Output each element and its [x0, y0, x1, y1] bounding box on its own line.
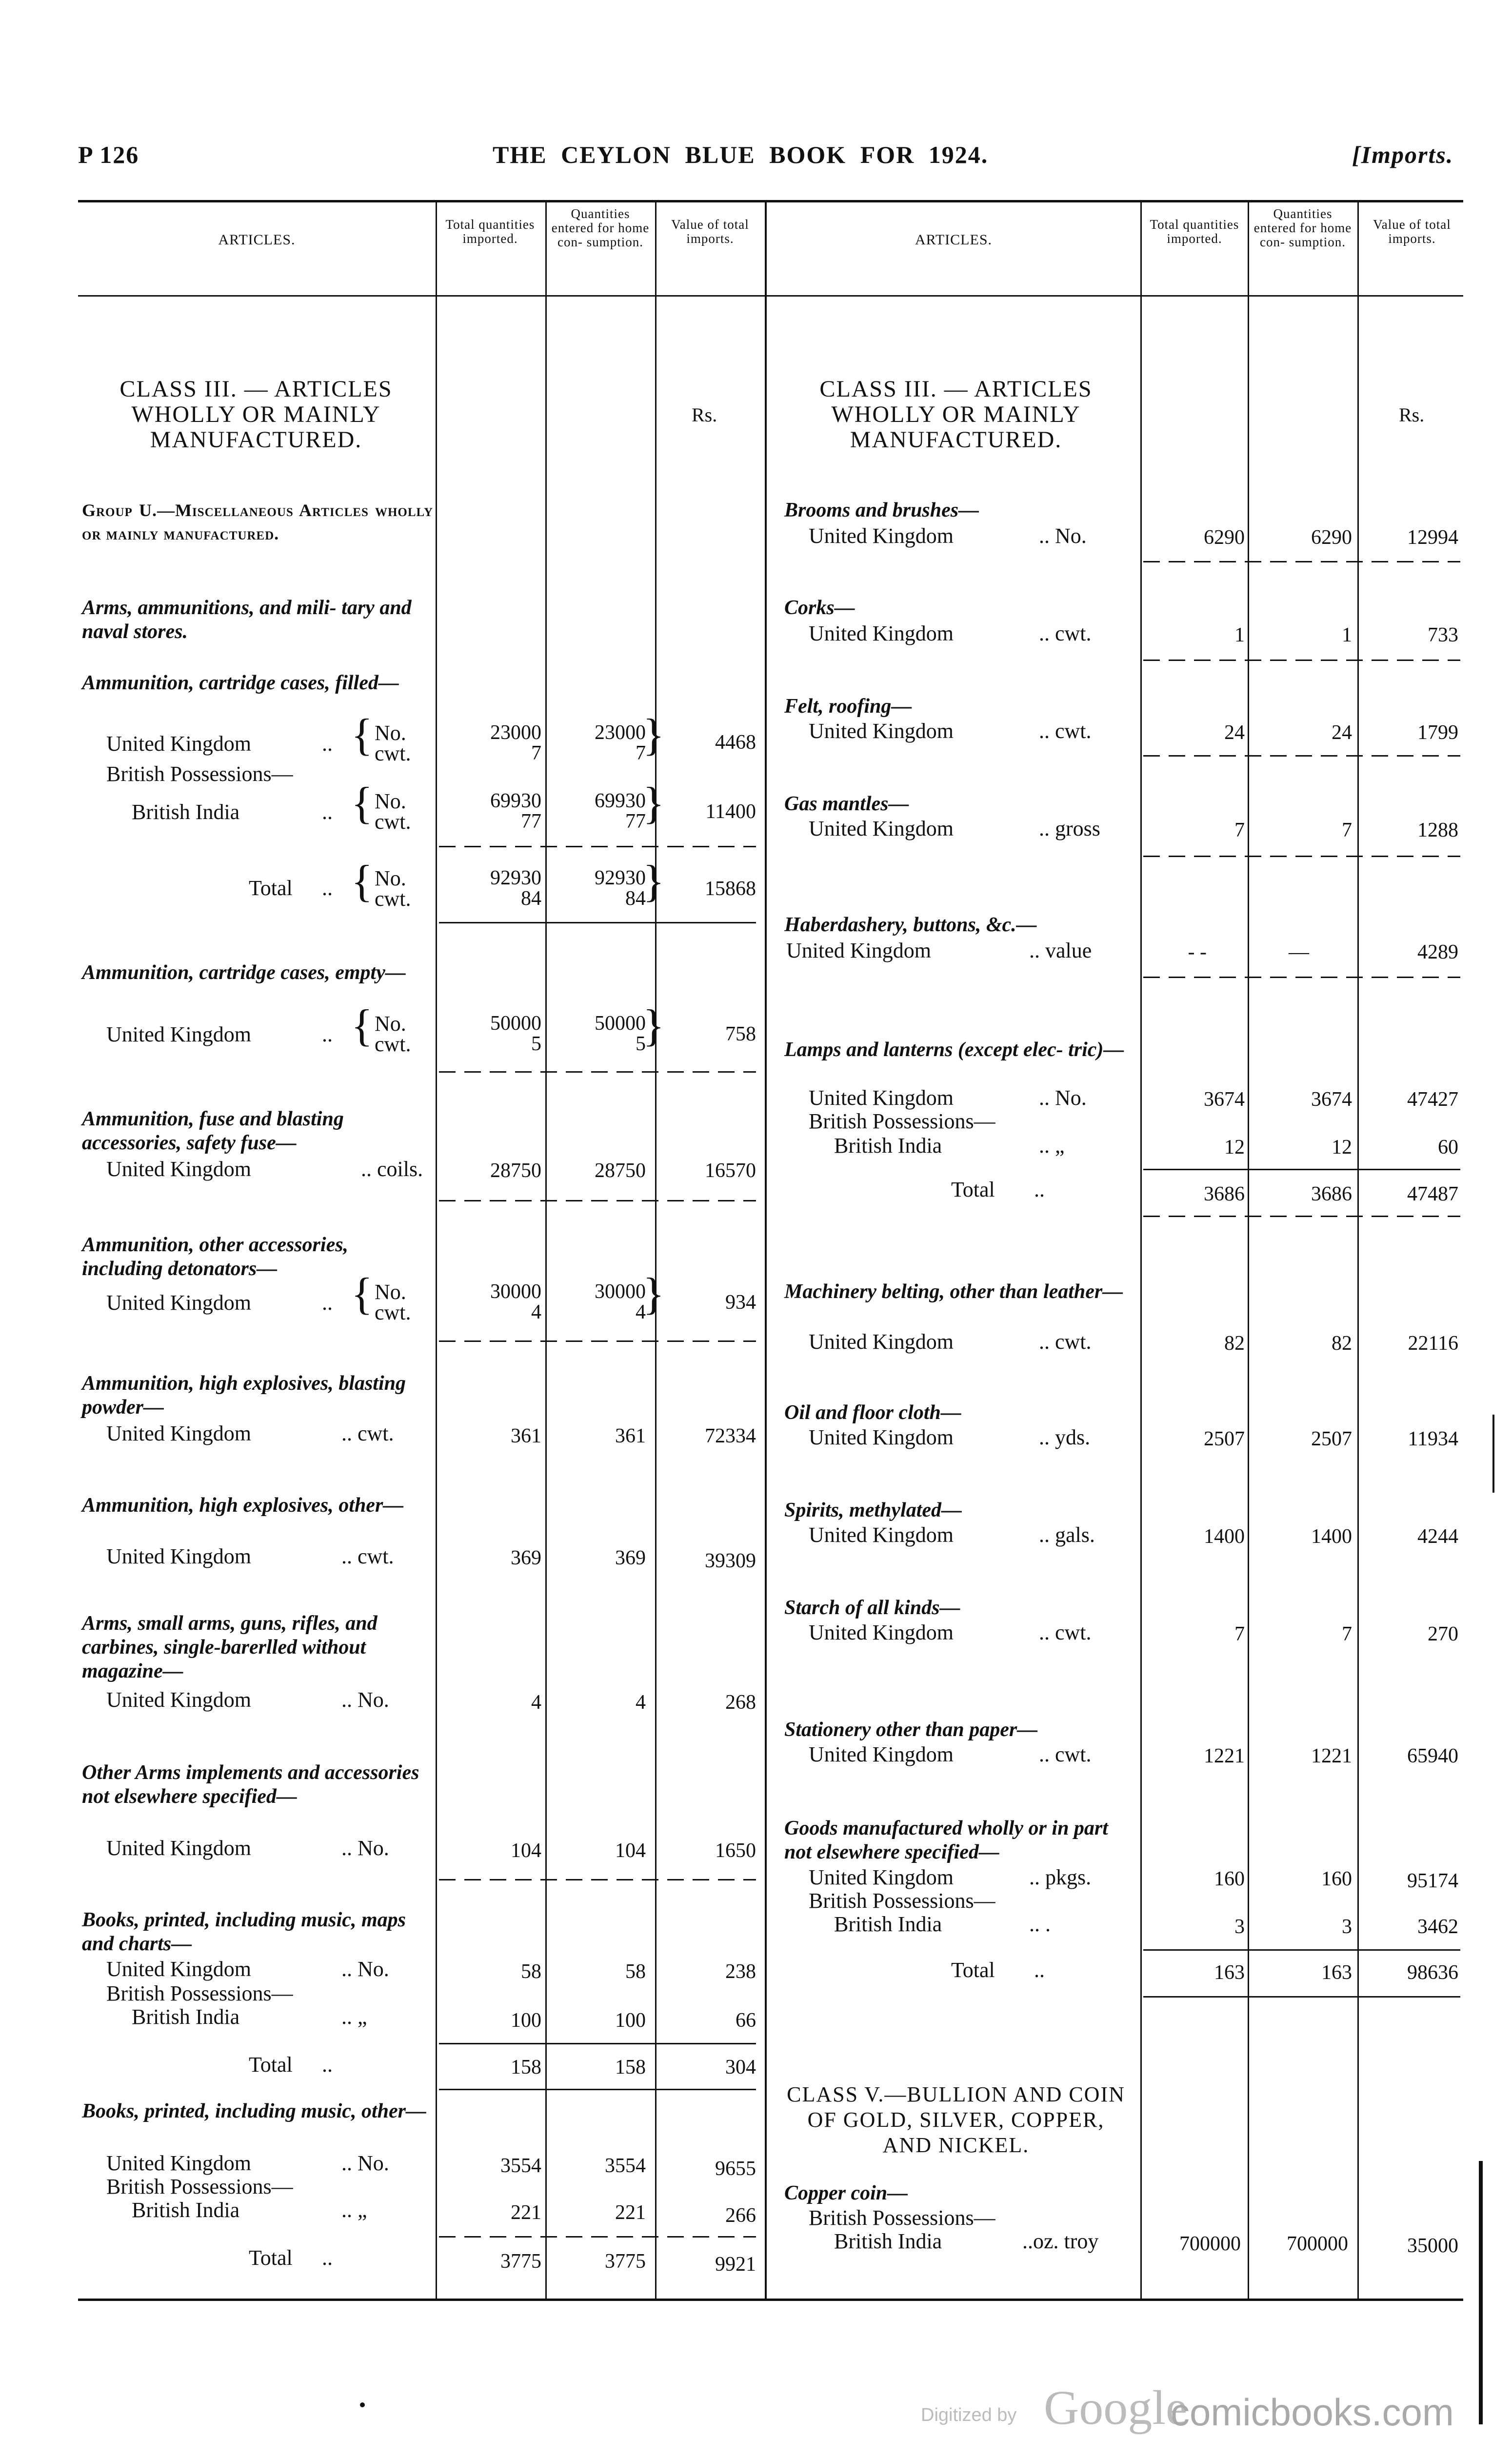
leader: .. — [1034, 1178, 1045, 1201]
page-title: THE CEYLON BLUE BOOK FOR 1924. — [493, 141, 989, 168]
cell-total: 24 — [1224, 721, 1245, 744]
item-title: Spirits, methylated— — [784, 1499, 962, 1521]
unit-text: No. — [358, 2151, 389, 2175]
cell-value: 65940 — [1407, 1745, 1458, 1767]
cell-value: 95174 — [1407, 1870, 1458, 1892]
total-label: Total — [951, 1958, 995, 1982]
cell-total: 2507 — [1204, 1428, 1245, 1450]
unit-text: „ — [358, 2005, 367, 2029]
cell-home: 158 — [615, 2056, 646, 2079]
cell-home: 4 — [636, 1301, 646, 1323]
unit-text: cwt. — [1055, 621, 1092, 645]
unit-text: oz. troy — [1033, 2229, 1099, 2253]
cell-home: 28750 — [595, 1160, 646, 1182]
cell-home: 5 — [636, 1033, 646, 1055]
unit-label: .. cwt. — [341, 1421, 394, 1445]
cell-total: - - — [1188, 941, 1207, 963]
unit-label: .. cwt. — [1039, 621, 1092, 645]
cell-home: 100 — [615, 2009, 646, 2032]
cell-value: 4468 — [715, 731, 756, 754]
cell-value: 47427 — [1407, 1088, 1458, 1111]
unit-label: cwt. — [375, 810, 411, 834]
cell-value: 98636 — [1407, 1961, 1458, 1984]
cell-home: 160 — [1321, 1868, 1352, 1890]
item-title: Ammunition, other accessories, including detonators— — [82, 1234, 349, 1280]
brace: { — [351, 778, 373, 828]
unit-text: No. — [358, 1836, 389, 1860]
cell-value: 268 — [725, 1691, 756, 1714]
col-head-value: Value of total imports. — [671, 217, 749, 246]
unit-text: cwt. — [1055, 1620, 1092, 1644]
cell-total: 700000 — [1179, 2233, 1241, 2255]
dashed-rule — [439, 1879, 756, 1880]
cell-home: 2507 — [1311, 1428, 1352, 1450]
unit-label: .. No. — [1039, 1086, 1087, 1110]
cell-home: 104 — [615, 1839, 646, 1862]
item-title: Ammunition, high explosives, blasting powder— — [82, 1372, 406, 1419]
google-logo: Google — [1044, 2380, 1188, 2435]
row-rule — [439, 2043, 756, 2044]
unit-label: cwt. — [375, 1300, 411, 1324]
unit-label: cwt. — [375, 741, 411, 765]
unit-label: .. „ — [341, 2005, 367, 2029]
cell-total: 5 — [531, 1033, 541, 1055]
cell-total: 1400 — [1204, 1525, 1245, 1548]
brace: { — [351, 1000, 373, 1050]
cell-total: 7 — [531, 742, 541, 764]
unit-label: .. No. — [341, 1688, 389, 1712]
unit-label: .. yds. — [1039, 1425, 1091, 1449]
uk-label: United Kingdom — [809, 1620, 954, 1644]
row-rule — [439, 2089, 756, 2090]
unit-text: „ — [358, 2198, 367, 2222]
unit-label: .. No. — [341, 1836, 389, 1860]
brace: { — [351, 1269, 373, 1319]
bp-label: British Possessions— — [106, 1981, 293, 2005]
unit-text: No. — [358, 1688, 389, 1712]
col-head-value: Value of total imports. — [1373, 217, 1451, 246]
uk-label: United Kingdom — [809, 719, 954, 743]
cell-value: 1288 — [1417, 819, 1458, 841]
cell-home: 30000 — [595, 1280, 646, 1303]
item-title: Goods manufactured wholly or in part not elsewhere specified— — [784, 1817, 1108, 1863]
bi-label: British India — [132, 2005, 240, 2029]
uk-label: United Kingdom — [786, 939, 931, 962]
unit-label: No. — [375, 866, 406, 890]
unit-label: No. — [375, 789, 406, 813]
cell-total: 28750 — [490, 1160, 541, 1182]
uk-label: United Kingdom — [106, 1291, 251, 1315]
uk-label: United Kingdom — [106, 732, 251, 756]
unit-label: ..oz. troy — [1022, 2229, 1099, 2253]
cell-value: 4289 — [1417, 941, 1458, 963]
bi-label: British India — [834, 1912, 942, 1936]
digitized-label: Digitized by — [921, 2405, 1017, 2425]
cell-total: 3775 — [500, 2250, 541, 2273]
arms-heading: Arms, ammunitions, and mili- tary and naval stores. — [82, 597, 412, 643]
unit-label: .. cwt. — [1039, 1742, 1092, 1766]
row-rule — [1143, 1949, 1460, 1951]
unit-label: No. — [375, 721, 406, 745]
item-title: Oil and floor cloth— — [784, 1401, 961, 1424]
uk-label: United Kingdom — [809, 524, 954, 548]
item-title: Gas mantles— — [784, 793, 909, 815]
cell-home: 7 — [1342, 1623, 1352, 1645]
cell-total: 3686 — [1204, 1183, 1245, 1205]
bi-label: British India — [132, 2198, 240, 2222]
cell-total: 6290 — [1204, 526, 1245, 549]
dashed-rule — [1143, 755, 1460, 757]
cell-total: 82 — [1224, 1332, 1245, 1355]
unit-label: No. — [375, 1280, 406, 1304]
cell-home: 3674 — [1311, 1088, 1352, 1111]
item-title: Brooms and brushes— — [784, 499, 979, 521]
cell-total: 163 — [1214, 1961, 1245, 1984]
col-divider — [1248, 201, 1249, 2299]
unit-label: .. pkgs. — [1029, 1865, 1092, 1889]
cell-home: 24 — [1332, 721, 1352, 744]
brace: } — [643, 1000, 665, 1050]
cell-home: 3686 — [1311, 1183, 1352, 1205]
cell-home: 221 — [615, 2201, 646, 2224]
cell-value: 22116 — [1408, 1332, 1458, 1355]
col-head-total: Total quantities imported. — [445, 217, 535, 246]
cell-total: 160 — [1214, 1868, 1245, 1890]
unit-label: .. cwt. — [341, 1544, 394, 1568]
leader: .. — [322, 1022, 333, 1046]
bi-label: British India — [834, 1134, 942, 1158]
dashed-rule — [1143, 1216, 1460, 1217]
unit-text: cwt. — [358, 1421, 394, 1445]
uk-label: United Kingdom — [809, 817, 954, 840]
cell-total: 1 — [1234, 624, 1245, 646]
uk-label: United Kingdom — [809, 1742, 954, 1766]
cell-value: 16570 — [705, 1160, 756, 1182]
cell-total: 7 — [1234, 819, 1245, 841]
class-heading: CLASS III. — ARTICLES WHOLLY OR MAINLY MANUFACTURED. — [819, 376, 1093, 453]
leader: .. — [322, 800, 333, 824]
dashed-rule — [1143, 660, 1460, 661]
cell-value: 238 — [725, 1960, 756, 1983]
cell-home: 82 — [1332, 1332, 1352, 1355]
item-title: Haberdashery, buttons, &c.— — [784, 914, 1037, 936]
leader: .. — [322, 732, 333, 756]
unit-label: .. gals. — [1039, 1523, 1095, 1547]
cell-total: 58 — [521, 1960, 541, 1983]
brace: } — [643, 710, 665, 760]
unit-label: .. cwt. — [1039, 1330, 1092, 1354]
item-title: Ammunition, fuse and blasting accessories, safety fuse— — [82, 1108, 344, 1154]
total-label: Total — [951, 1178, 995, 1201]
col-head-articles: ARTICLES. — [218, 232, 296, 248]
bi-label: British India — [834, 2229, 942, 2253]
dashed-rule — [439, 1071, 756, 1073]
cell-home: 50000 — [595, 1012, 646, 1035]
unit-label: cwt. — [375, 1032, 411, 1056]
bi-label: British India — [132, 800, 240, 824]
cell-total: 77 — [521, 810, 541, 833]
cell-total: 1221 — [1204, 1745, 1245, 1767]
cell-home: 361 — [615, 1425, 646, 1447]
cell-total: 4 — [531, 1691, 541, 1714]
cell-value: 72334 — [705, 1425, 756, 1447]
cell-value: 3462 — [1417, 1916, 1458, 1938]
item-title: Felt, roofing— — [784, 695, 912, 718]
unit-text: yds. — [1055, 1425, 1091, 1449]
unit-text: cwt. — [1055, 1742, 1092, 1766]
col-divider — [545, 201, 547, 2299]
item-title: Copper coin— — [784, 2182, 908, 2204]
currency-label: Rs. — [692, 404, 717, 426]
cell-home: 3775 — [605, 2250, 646, 2273]
cell-total: 221 — [511, 2201, 541, 2224]
unit-text: cwt. — [358, 1544, 394, 1568]
page-number: P 126 — [78, 141, 139, 168]
col-head-home: Quantities entered for home con- sumption. — [551, 206, 650, 249]
col-head-articles: ARTICLES. — [915, 232, 993, 248]
cell-total: 361 — [511, 1425, 541, 1447]
cell-home: 7 — [1342, 819, 1352, 841]
brace: } — [643, 1269, 665, 1319]
cell-home: 92930 — [595, 867, 646, 889]
bp-label: British Possessions— — [809, 1889, 995, 1913]
leader: .. — [322, 1291, 333, 1315]
total-label: Total — [249, 2246, 293, 2270]
dashed-rule — [439, 1340, 756, 1342]
row-rule — [1143, 1996, 1460, 1998]
cell-home: 58 — [625, 1960, 646, 1983]
col-divider — [1140, 201, 1142, 2299]
cell-value: 60 — [1438, 1136, 1458, 1159]
unit-label: .. cwt. — [1039, 719, 1092, 743]
unit-text: pkgs. — [1045, 1865, 1092, 1889]
unit-text: value — [1045, 939, 1092, 962]
header-rule — [78, 295, 1463, 297]
class-v-heading: CLASS V.—BULLION AND COIN OF GOLD, SILVER, COPPER, AND NICKEL. — [787, 2082, 1125, 2157]
item-title: Corks— — [784, 597, 855, 619]
cell-home: 77 — [625, 810, 646, 833]
unit-label: cwt. — [375, 887, 411, 911]
cell-value: 4244 — [1417, 1525, 1458, 1548]
col-divider — [436, 201, 437, 2299]
col-head-home: Quantities entered for home con- sumption. — [1253, 206, 1352, 249]
uk-label: United Kingdom — [809, 1330, 954, 1354]
cell-total: 4 — [531, 1301, 541, 1323]
class-heading: CLASS III. — ARTICLES WHOLLY OR MAINLY MANUFACTURED. — [119, 376, 393, 453]
uk-label: United Kingdom — [106, 1544, 251, 1568]
cell-value: 266 — [725, 2204, 756, 2227]
dashed-rule — [1143, 856, 1460, 857]
table-bottom-rule — [78, 2299, 1463, 2301]
unit-label: .. „ — [1039, 1134, 1065, 1158]
cell-total: 158 — [511, 2056, 541, 2079]
item-title: Starch of all kinds— — [784, 1597, 960, 1619]
cell-home: 69930 — [595, 790, 646, 812]
dashed-rule — [439, 846, 756, 847]
item-title: Books, printed, including music, maps and charts— — [82, 1909, 406, 1955]
bp-label: British Possessions— — [809, 1109, 995, 1133]
unit-label: .. No. — [341, 2151, 389, 2175]
cell-value: 47487 — [1407, 1183, 1458, 1205]
cell-home: 7 — [636, 742, 646, 764]
uk-label: United Kingdom — [106, 1157, 251, 1181]
unit-label: .. No. — [1039, 524, 1087, 548]
uk-label: United Kingdom — [106, 1836, 251, 1860]
uk-label: United Kingdom — [809, 1523, 954, 1547]
cell-home: 700000 — [1287, 2233, 1348, 2255]
unit-text: No. — [1055, 1086, 1087, 1110]
col-divider — [655, 201, 657, 2299]
unit-label: .. No. — [341, 1957, 389, 1981]
item-title: Lamps and lanterns (except elec- tric)— — [784, 1039, 1124, 1061]
unit-label: .. gross — [1039, 817, 1100, 840]
unit-label: .. cwt. — [1039, 1620, 1092, 1644]
watermark-text: comicbooks.com — [1171, 2391, 1454, 2434]
unit-label: .. value — [1029, 939, 1092, 962]
cell-total: 3554 — [500, 2155, 541, 2177]
uk-label: United Kingdom — [106, 2151, 251, 2175]
cell-total: 100 — [511, 2009, 541, 2032]
cell-home: 163 — [1321, 1961, 1352, 1984]
cell-value: 9655 — [715, 2158, 756, 2180]
brace: { — [351, 856, 373, 906]
row-rule — [439, 922, 756, 923]
cell-total: 69930 — [490, 790, 541, 812]
cell-total: 12 — [1224, 1136, 1245, 1159]
total-label: Total — [249, 2053, 293, 2077]
uk-label: United Kingdom — [809, 1425, 954, 1449]
cell-total: 369 — [511, 1547, 541, 1569]
cell-home: 4 — [636, 1691, 646, 1714]
cell-value: 934 — [725, 1291, 756, 1314]
cell-total: 104 — [511, 1839, 541, 1862]
cell-total: 30000 — [490, 1280, 541, 1303]
cell-home: 3554 — [605, 2155, 646, 2177]
scan-mark — [1492, 1415, 1494, 1493]
leader: .. — [1034, 1958, 1045, 1982]
cell-total: 7 — [1234, 1623, 1245, 1645]
cell-value: 1650 — [715, 1839, 756, 1862]
unit-text: gross — [1055, 817, 1100, 840]
unit-text: gals. — [1055, 1523, 1095, 1547]
cell-value: 12994 — [1407, 526, 1458, 549]
cell-home: 3 — [1342, 1916, 1352, 1938]
unit-label: No. — [375, 1012, 406, 1036]
item-title: Ammunition, cartridge cases, filled— — [82, 672, 399, 694]
brace: { — [351, 710, 373, 760]
cell-total: 3674 — [1204, 1088, 1245, 1111]
cell-total: 84 — [521, 887, 541, 910]
cell-total: 23000 — [490, 721, 541, 744]
cell-value: 15868 — [705, 878, 756, 900]
cell-home: 23000 — [595, 721, 646, 744]
cell-value: 1799 — [1417, 721, 1458, 744]
item-title: Other Arms implements and accessories not elsewhere specified— — [82, 1761, 419, 1808]
bp-label: British Possessions— — [809, 2206, 995, 2230]
leader: .. — [322, 2246, 333, 2270]
cell-home: 1 — [1342, 624, 1352, 646]
table-top-rule — [78, 200, 1463, 202]
cell-value: 304 — [725, 2056, 756, 2079]
uk-label: United Kingdom — [106, 1688, 251, 1712]
item-title: Arms, small arms, guns, rifles, and carbines, single-barerlled without magazine— — [82, 1612, 378, 1682]
item-title: Machinery belting, other than leather— — [784, 1280, 1123, 1303]
leader: .. — [322, 876, 333, 900]
cell-value: 39309 — [705, 1550, 756, 1572]
leader: .. . — [1029, 1912, 1051, 1936]
currency-label: Rs. — [1399, 404, 1425, 426]
unit-text: No. — [1055, 524, 1087, 548]
cell-value: 11400 — [705, 800, 756, 823]
unit-label: .. coils. — [361, 1157, 423, 1181]
cell-value: 11934 — [1408, 1428, 1458, 1450]
dashed-rule — [1143, 561, 1460, 562]
leader: .. — [322, 2053, 333, 2077]
uk-label: United Kingdom — [106, 1421, 251, 1445]
dashed-rule — [1143, 977, 1460, 978]
brace: } — [643, 856, 665, 906]
cell-total: 92930 — [490, 867, 541, 889]
cell-home: 1400 — [1311, 1525, 1352, 1548]
cell-home: 12 — [1332, 1136, 1352, 1159]
group-heading: Group U.—Miscellaneous Articles wholly or mainly manufactured. — [82, 500, 433, 543]
col-divider — [1357, 201, 1359, 2299]
unit-text: coils. — [377, 1157, 423, 1181]
unit-text: „ — [1055, 1134, 1065, 1158]
brace: } — [643, 778, 665, 828]
cell-value: 270 — [1428, 1623, 1458, 1645]
cell-total: 3 — [1234, 1916, 1245, 1938]
uk-label: United Kingdom — [809, 1086, 954, 1110]
uk-label: United Kingdom — [809, 621, 954, 645]
uk-label: United Kingdom — [809, 1865, 954, 1889]
scan-dot — [360, 2402, 365, 2407]
item-title: Ammunition, cartridge cases, empty— — [82, 961, 406, 984]
cell-value: 733 — [1428, 624, 1458, 646]
item-title: Books, printed, including music, other— — [82, 2100, 426, 2122]
dashed-rule — [439, 2236, 756, 2238]
uk-label: United Kingdom — [106, 1957, 251, 1981]
section-label: [Imports. — [1352, 141, 1454, 168]
item-title: Stationery other than paper— — [784, 1719, 1038, 1741]
unit-text: No. — [358, 1957, 389, 1981]
uk-label: United Kingdom — [106, 1022, 251, 1046]
scan-mark — [1479, 2161, 1483, 2424]
cell-value: 758 — [725, 1023, 756, 1045]
cell-value: 66 — [736, 2009, 756, 2032]
cell-value: 9921 — [715, 2253, 756, 2276]
unit-text: cwt. — [1055, 1330, 1092, 1354]
bp-label: British Possessions— — [106, 2175, 293, 2199]
row-rule — [1143, 1169, 1460, 1170]
total-label: Total — [249, 876, 293, 900]
cell-home: 84 — [625, 887, 646, 910]
cell-home: 1221 — [1311, 1745, 1352, 1767]
dashed-rule — [439, 1200, 756, 1201]
col-head-total: Total quantities imported. — [1150, 217, 1239, 246]
cell-home: — — [1289, 941, 1309, 963]
item-title: Ammunition, high explosives, other— — [82, 1494, 404, 1517]
unit-label: .. „ — [341, 2198, 367, 2222]
cell-home: 369 — [615, 1547, 646, 1569]
center-divider — [765, 201, 767, 2299]
cell-value: 35000 — [1407, 2235, 1458, 2257]
cell-home: 6290 — [1311, 526, 1352, 549]
bp-label: British Possessions— — [106, 762, 293, 786]
cell-total: 50000 — [490, 1012, 541, 1035]
unit-text: cwt. — [1055, 719, 1092, 743]
